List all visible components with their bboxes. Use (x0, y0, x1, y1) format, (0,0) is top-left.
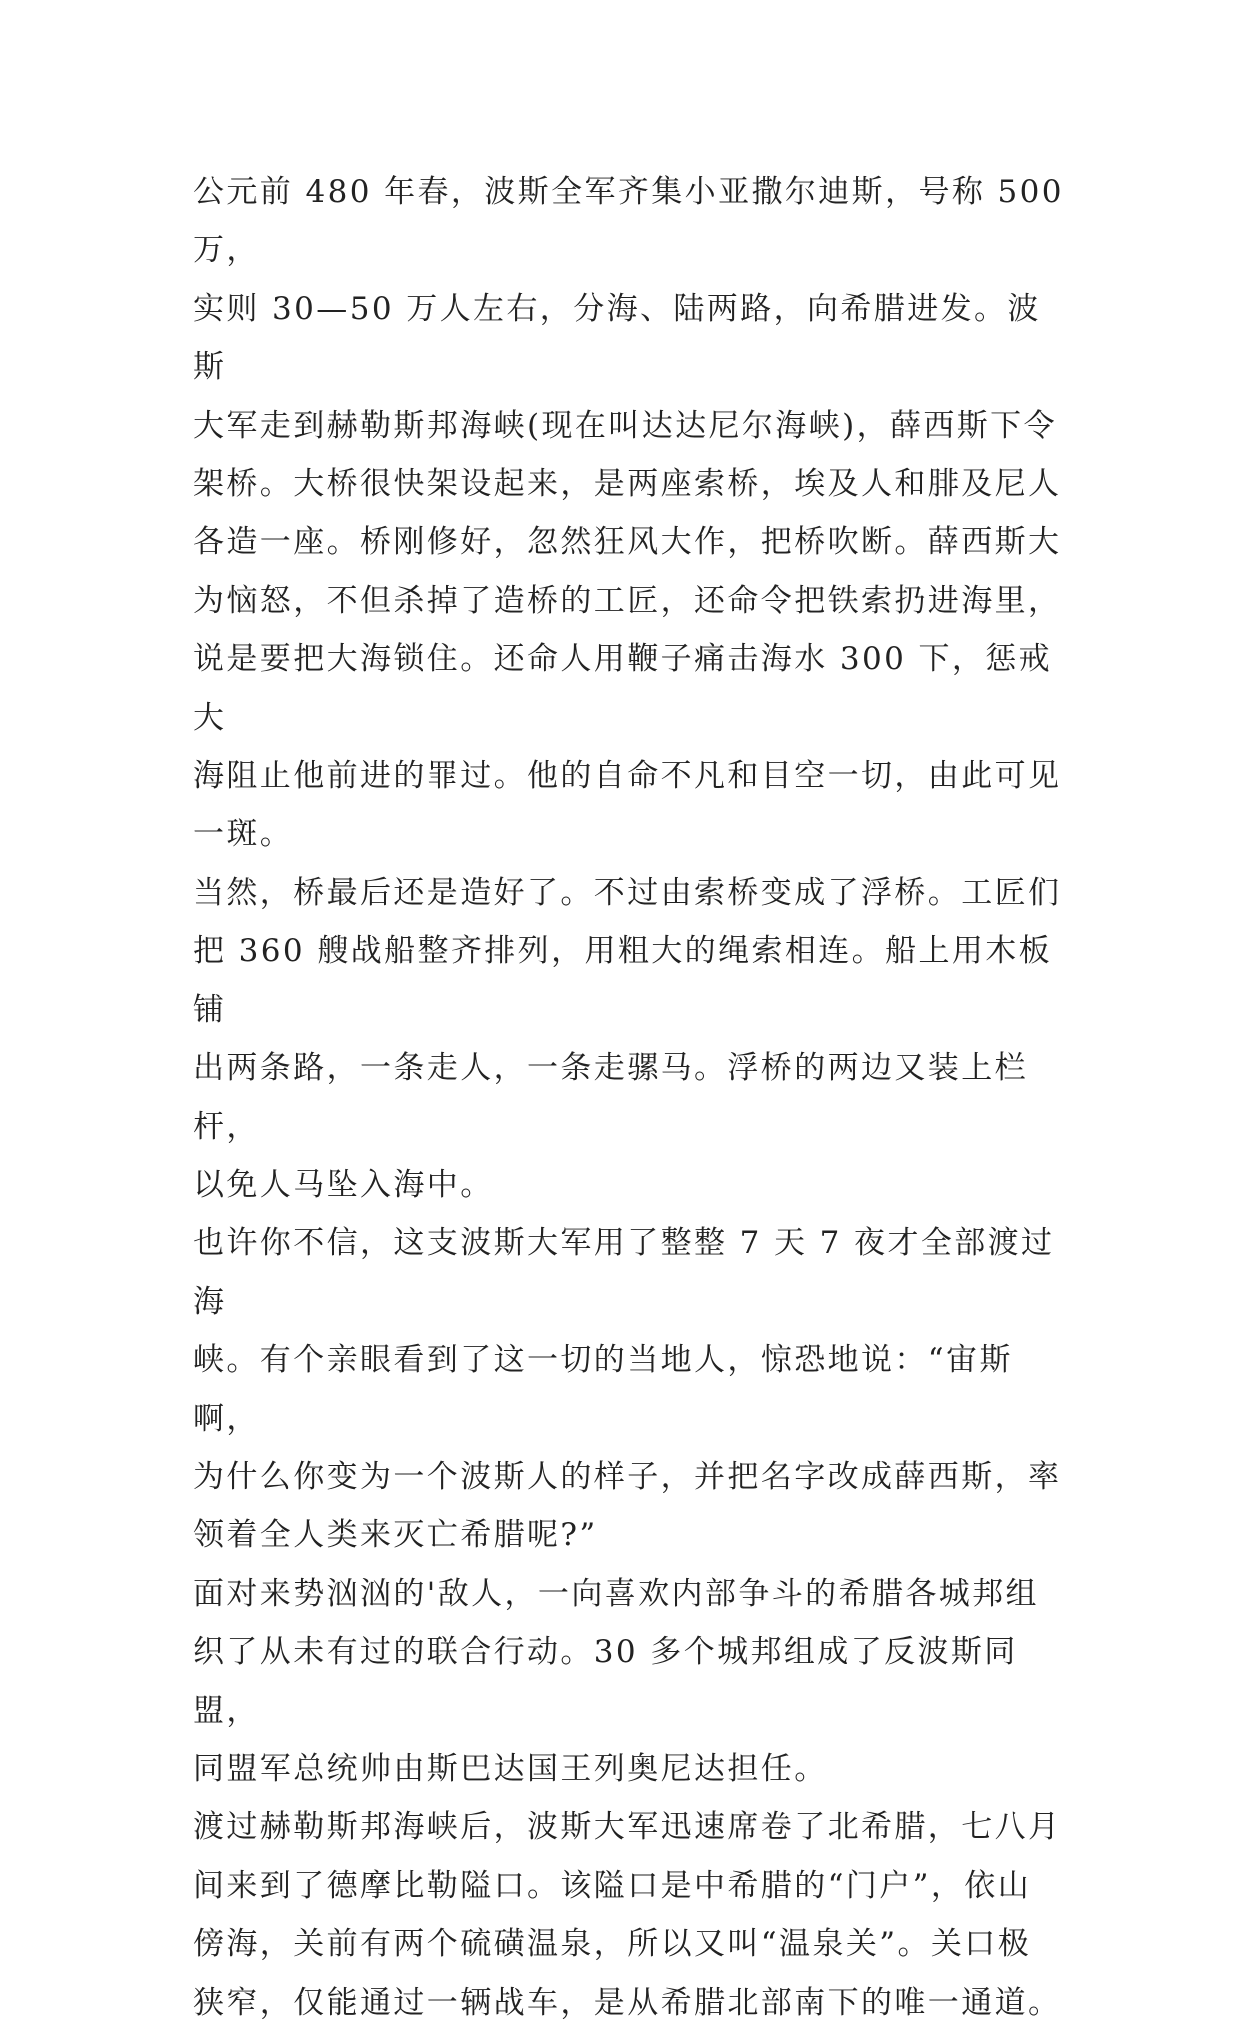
paragraph-army-crossing: 也许你不信，这支波斯大军用了整整 7 天 7 夜才全部渡过海 峡。有个亲眼看到了这一切的当地人，惊恐地说：“宙斯啊， 为什么你变为一个波斯人的样子，并把名字改成薛西斯，率 领着全人类来灭亡希腊呢?” (193, 1225, 1062, 1554)
document-body (193, 163, 1073, 2032)
paragraph-pontoon-bridge: 当然，桥最后还是造好了。不过由索桥变成了浮桥。工匠们 把 360 艘战船整齐排列，用粗大的绳索相连。船上用木板铺 出两条路，一条走人，一条走骡马。浮桥的两边又装上栏杆， 以免人马坠入海中。 (193, 874, 1062, 1203)
paragraph-xerxes-bridge: 公元前 480 年春，波斯全军齐集小亚撒尔迪斯，号称 500 万， 实则 30—50 万人左右，分海、陆两路，向希腊进发。波斯 大军走到赫勒斯邦海峡(现在叫达达尼尔海峡)，薛西斯下令 架桥。大桥很快架设起来，是两座索桥，埃及人和腓及尼人 各造一座。桥刚修好，忽然狂风大作，把桥吹断。薛西斯大 为恼怒，不但杀掉了造桥的工匠，还命令把铁索扔进海里， 说是要把大海锁住。还命人用鞭子痛击海水 300 下，惩戒大 海阻止他前进的罪过。他的自命不凡和目空一切，由此可见 一斑。 (193, 174, 1064, 853)
paragraph-greek-alliance: 面对来势汹汹的'敌人，一向喜欢内部争斗的希腊各城邦组 织了从未有过的联合行动。30 多个城邦组成了反波斯同盟， 同盟军总统帅由斯巴达国王列奥尼达担任。 (193, 1575, 1039, 1787)
paragraph-thermopylae: 渡过赫勒斯邦海峡后，波斯大军迅速席卷了北希腊，七八月 间来到了德摩比勒隘口。该隘口是中希腊的“门户”，依山 傍海，关前有两个硫磺温泉，所以又叫“温泉关”。关口极 狭窄，仅能通过一辆战车，是从希腊北部南下的唯一通道。 (193, 1809, 1062, 2021)
